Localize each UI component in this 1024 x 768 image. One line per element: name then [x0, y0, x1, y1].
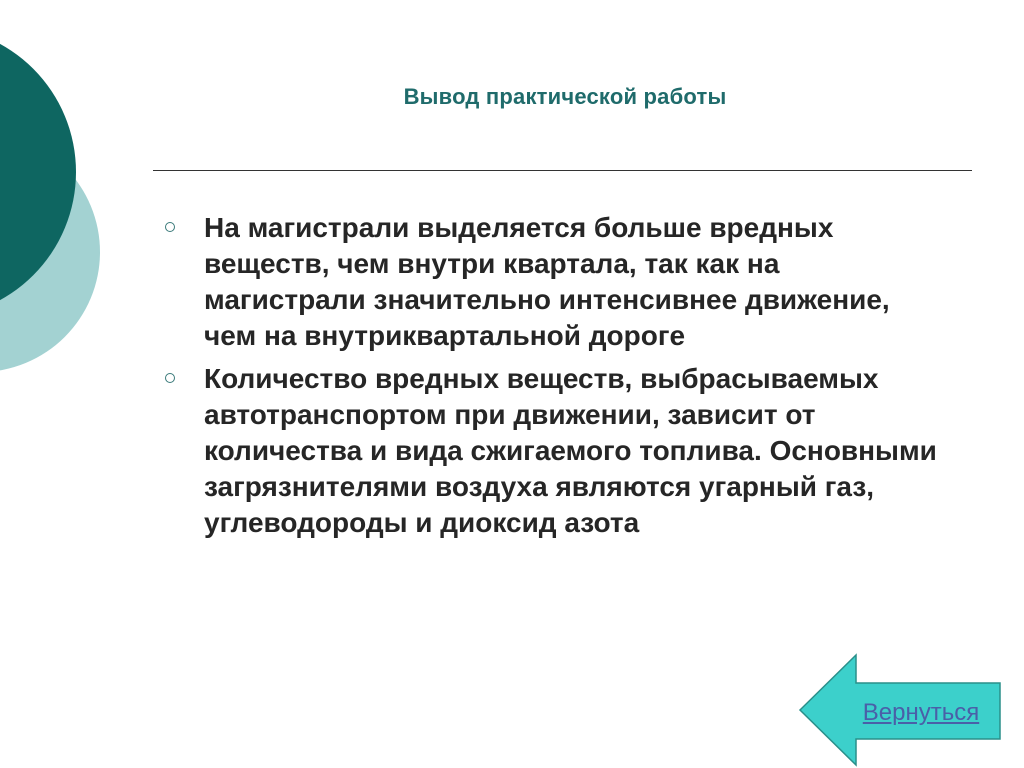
bullet-item	[160, 210, 940, 354]
bullet-list	[160, 210, 940, 548]
slide-title: Вывод практической работы	[403, 84, 727, 109]
bullet-text: На магистрали выделяется больше вредных веществ, чем внутри квартала, так как на магистрали значительно интенсивнее движение, чем на внутриквартальной дороге	[204, 212, 890, 351]
title-divider	[153, 170, 972, 171]
decorative-circles	[0, 0, 110, 400]
back-button[interactable]	[798, 653, 1004, 767]
back-button-label[interactable]: Вернуться	[862, 699, 980, 726]
circle-bullet-icon	[165, 373, 175, 383]
circle-bullet-icon	[165, 222, 175, 232]
bullet-text: Количество вредных веществ, выбрасываемых автотранспортом при движении, зависит от количества и вида сжигаемого топлива. Основными загрязнителями воздуха являются угарный газ, углеводороды и диоксид азота	[204, 363, 937, 538]
bullet-item	[160, 361, 940, 541]
